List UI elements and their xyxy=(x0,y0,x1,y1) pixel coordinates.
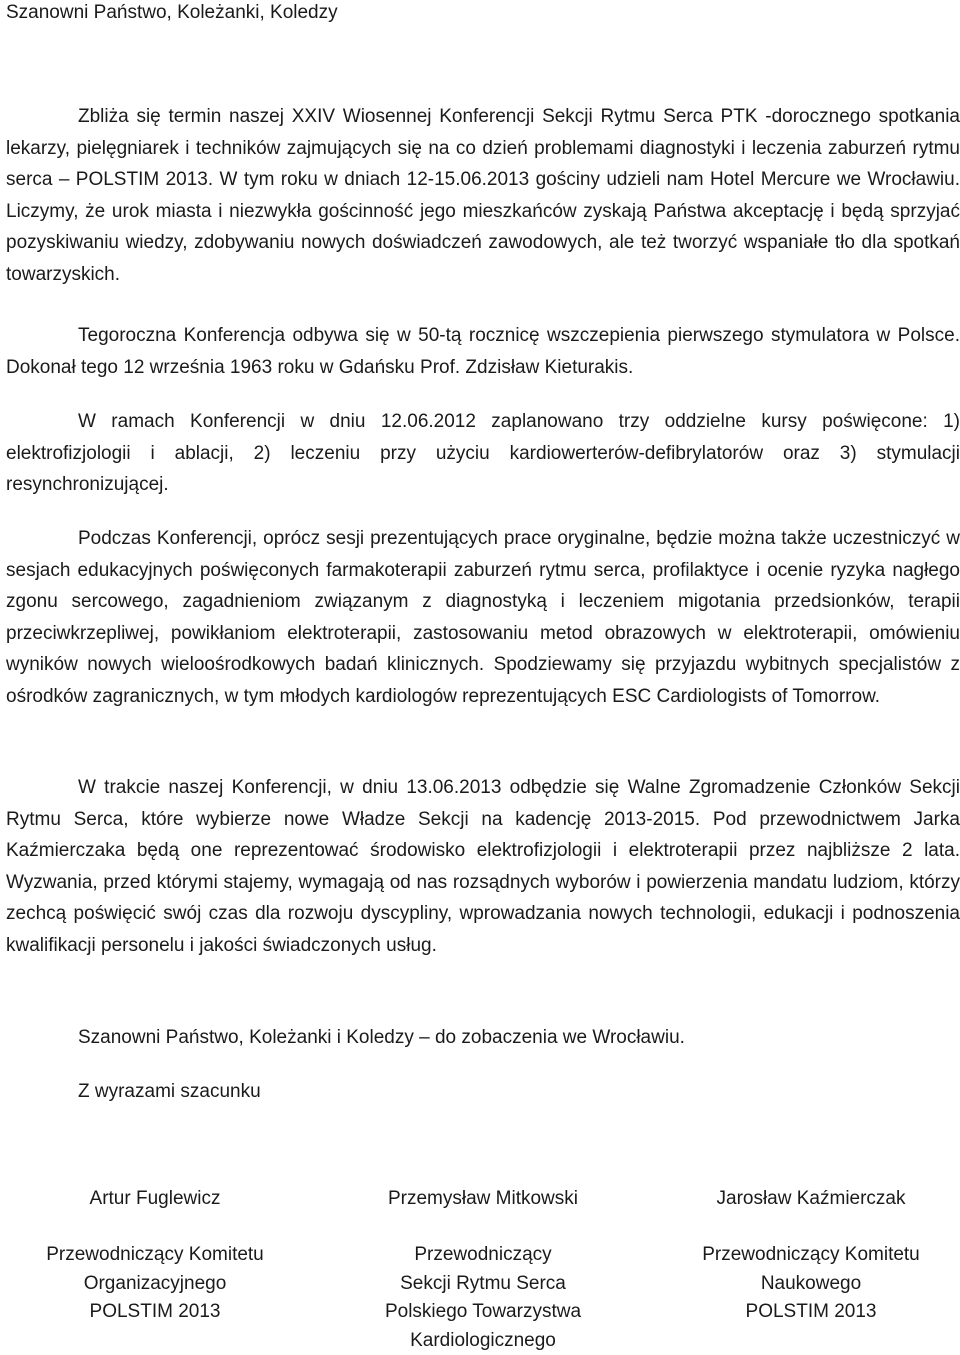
role-line: Sekcji Rytmu Serca xyxy=(333,1270,633,1299)
letter-greeting: Szanowni Państwo, Koleżanki, Koledzy xyxy=(6,0,338,26)
signatory-name: Jarosław Kaźmierczak xyxy=(661,1185,960,1214)
role-line: Przewodniczący xyxy=(333,1241,633,1270)
signatory-name: Przemysław Mitkowski xyxy=(333,1185,633,1214)
paragraph-general-assembly: W trakcie naszej Konferencji, w dniu 13.06.2013 odbędzie się Walne Zgromadzenie Członków Sekcji Rytmu Serca, które wybierze nowe Władze Sekcji na kadencję 2013-2015. Pod przewodnictwem Jarka Kaźmierczaka będą one reprezentować środowisko elektrofizjologii i elektroterapii przez najbliższe 2 lata. Wyzwania, przed którymi stajemy, wymagają od nas rozsądnych wyborów i powierzenia mandatu ludziom, którzy zechcą poświęcić swój czas dla rozwoju dyscypliny, wprowadzania nowych technologii, edukacji i podnoszenia kwalifikacji personelu i jakości świadczonych usług. xyxy=(6,772,960,961)
role-line: POLSTIM 2013 xyxy=(5,1298,305,1327)
closing-line: Szanowni Państwo, Koleżanki i Koledzy – do zobaczenia we Wrocławiu. xyxy=(78,1025,685,1051)
signatory-role xyxy=(333,1241,633,1355)
paragraph-sessions: Podczas Konferencji, oprócz sesji prezentujących prace oryginalne, będzie można także uczestniczyć w sesjach edukacyjnych poświęconych farmakoterapii zaburzeń rytmu serca, profilaktyce i ocenie ryzyka nagłego zgonu sercowego, zagadnieniom związanym z diagnostyką i leczeniem migotania przedsionków, terapii przeciwkrzepliwej, powikłaniom elektroterapii, zastosowaniu metod obrazowych w elektroterapii, omówieniu wyników nowych wieloośrodkowych badań klinicznych. Spodziewamy się przyjazdu wybitnych specjalistów z ośrodków zagranicznych, w tym młodych kardiologów reprezentujących ESC Cardiologists of Tomorrow. xyxy=(6,523,960,712)
role-line: Przewodniczący Komitetu xyxy=(5,1241,305,1270)
role-line: POLSTIM 2013 xyxy=(661,1298,960,1327)
role-line: Polskiego Towarzystwa xyxy=(333,1298,633,1327)
role-line: Kardiologicznego xyxy=(333,1327,633,1355)
paragraph-conference-intro: Zbliża się termin naszej XXIV Wiosennej Konferencji Sekcji Rytmu Serca PTK -dorocznego spotkania lekarzy, pielęgniarek i techników zajmujących się na co dzień problemami diagnostyki i leczenia zaburzeń rytmu serca – POLSTIM 2013. W tym roku w dniach 12-15.06.2013 gościny udzieli nam Hotel Mercure we Wrocławiu. Liczymy, że urok miasta i niezwykła gościnność jego mieszkańców zyskają Państwa akceptację i będą sprzyjać pozyskiwaniu wiedzy, zdobywaniu nowych doświadczeń zawodowych, ale też tworzyć wspaniałe tło dla spotkań towarzyskich. xyxy=(6,101,960,290)
role-line: Przewodniczący Komitetu xyxy=(661,1241,960,1270)
role-line: Organizacyjnego xyxy=(5,1270,305,1299)
role-line: Naukowego xyxy=(661,1270,960,1299)
regards-line: Z wyrazami szacunku xyxy=(78,1079,261,1105)
signatory-name: Artur Fuglewicz xyxy=(5,1185,305,1214)
paragraph-courses: W ramach Konferencji w dniu 12.06.2012 zaplanowano trzy oddzielne kursy poświęcone: 1) elektrofizjologii i ablacji, 2) leczeniu przy użyciu kardiowerterów-defibrylatorów oraz 3) stymulacji resynchronizującej. xyxy=(6,406,960,501)
paragraph-anniversary: Tegoroczna Konferencja odbywa się w 50-tą rocznicę wszczepienia pierwszego stymulatora w Polsce. Dokonał tego 12 września 1963 roku w Gdańsku Prof. Zdzisław Kieturakis. xyxy=(6,320,960,383)
signatory-role xyxy=(5,1241,305,1327)
signatory-role xyxy=(661,1241,960,1327)
